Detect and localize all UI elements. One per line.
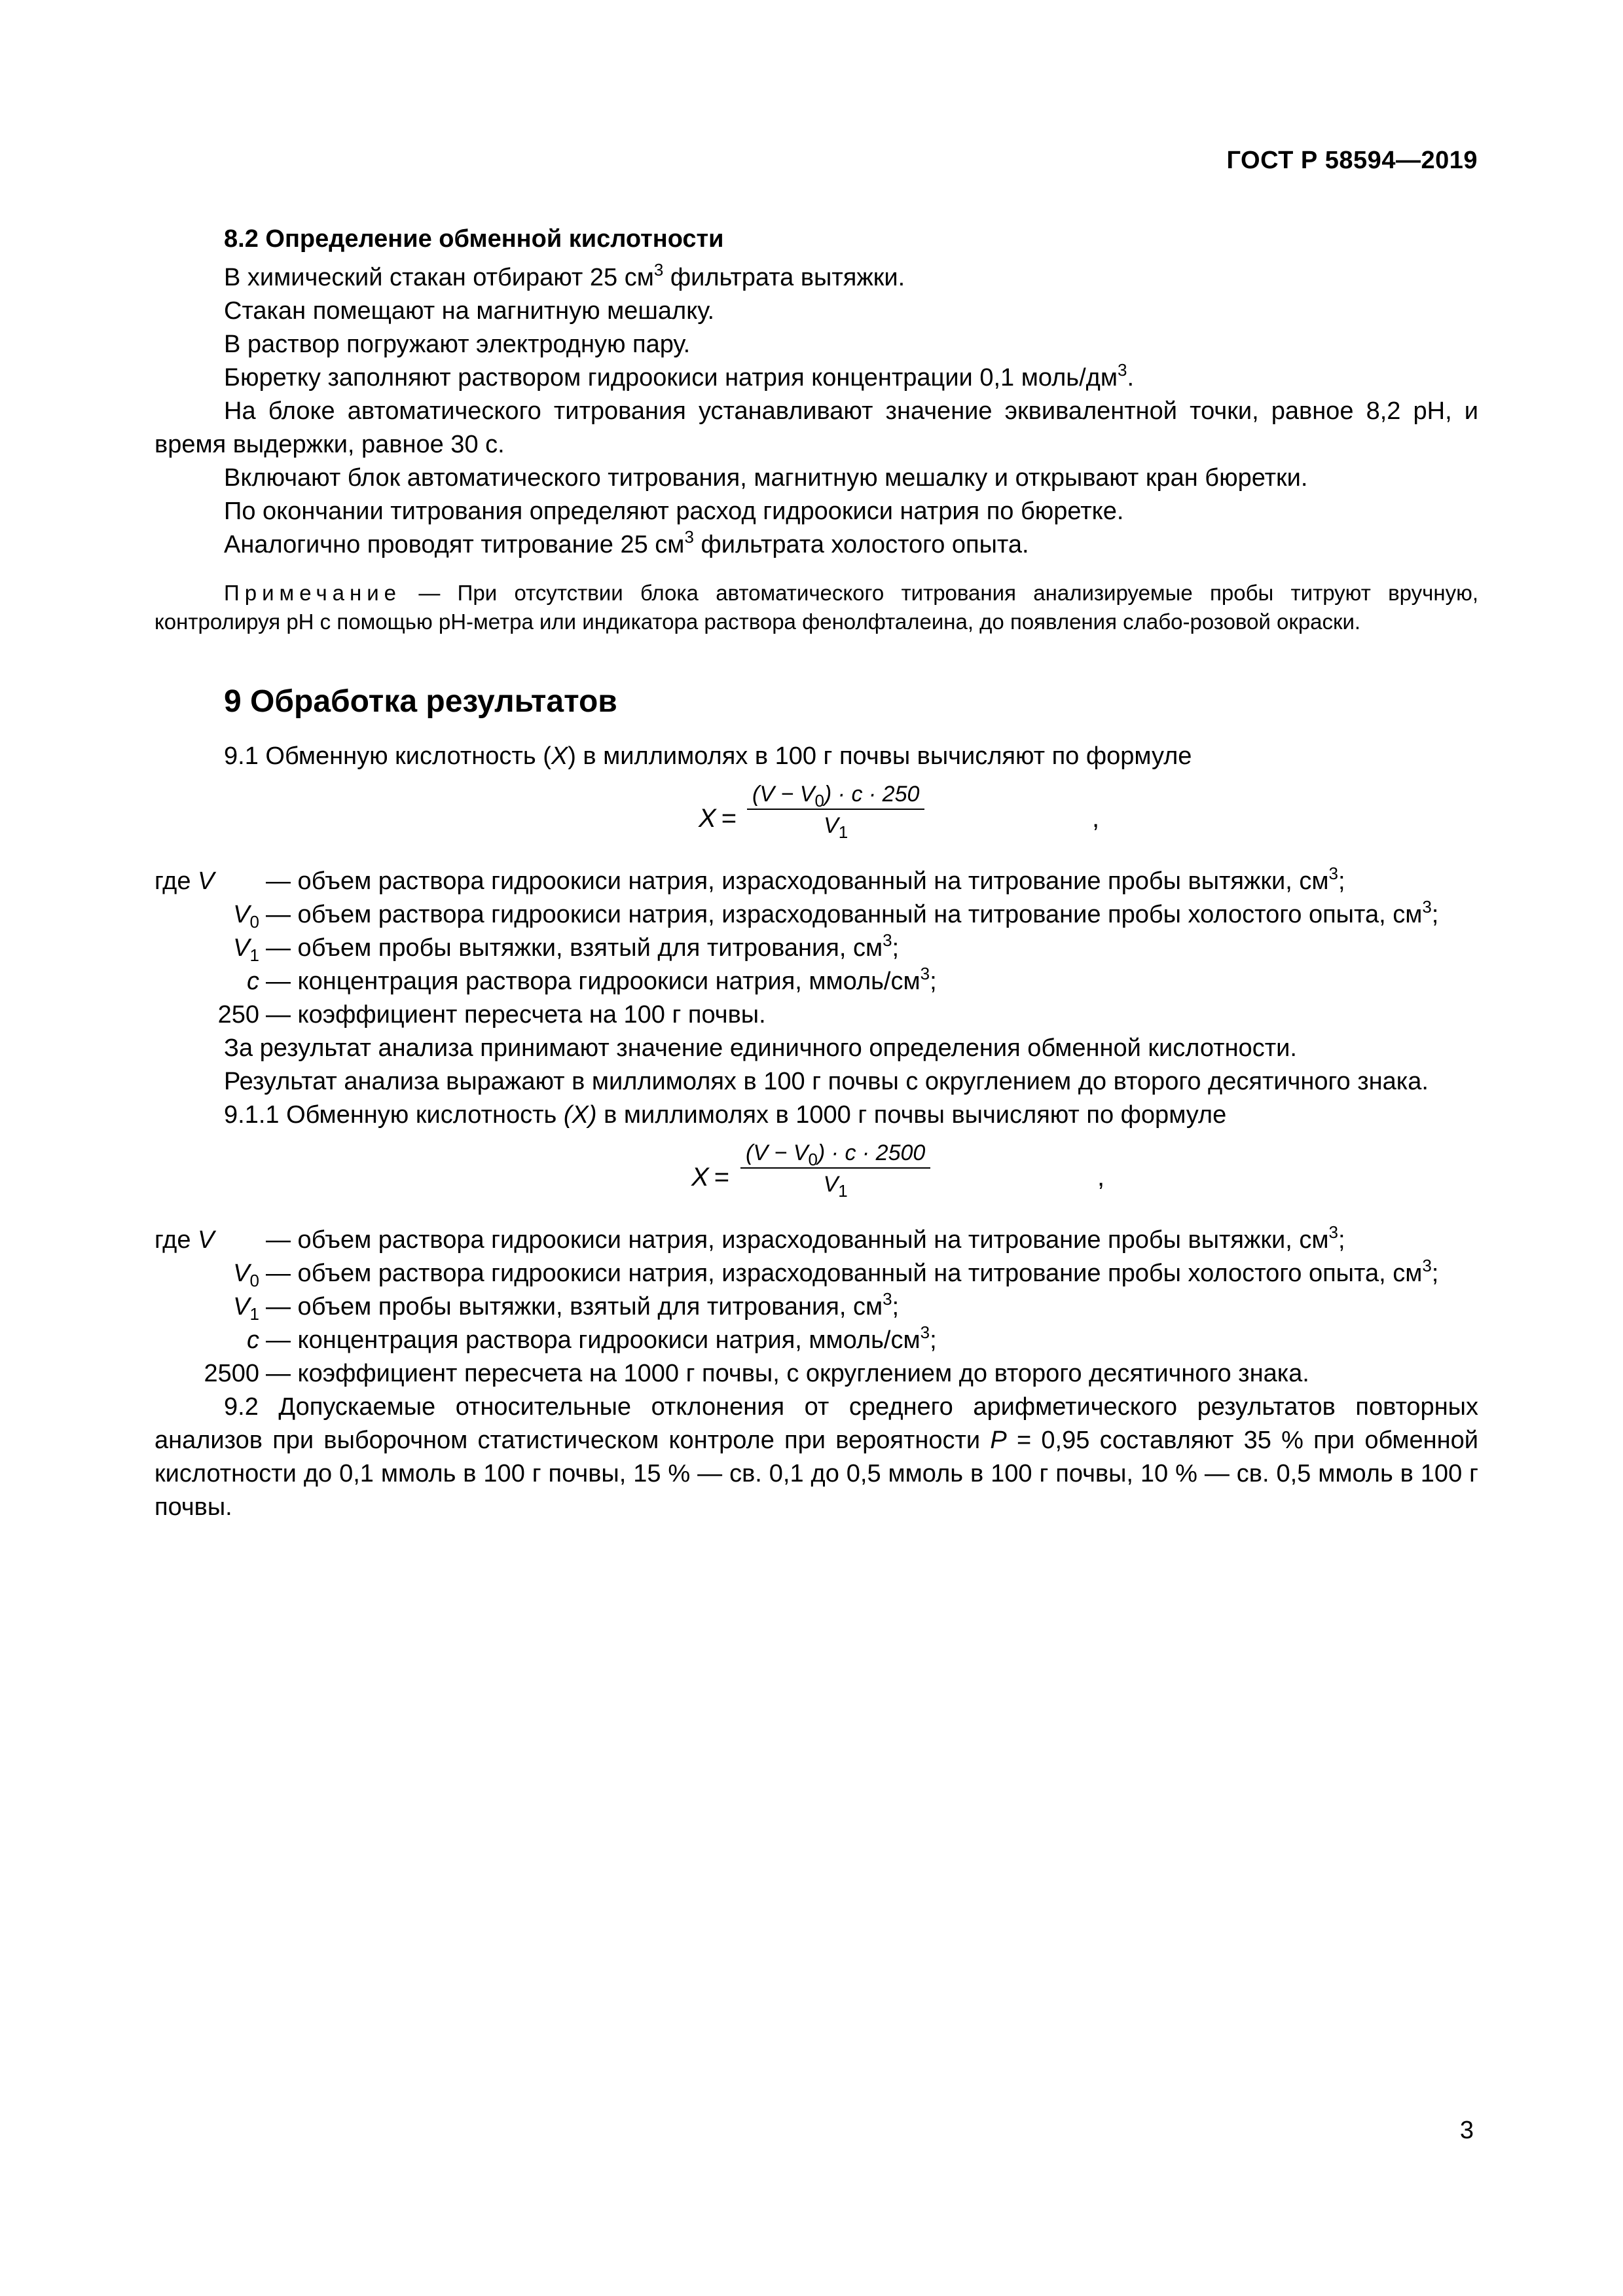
symbol-name: V: [233, 901, 250, 928]
formula-2-lhs: X =: [691, 1163, 730, 1192]
section-8-2-body: [155, 261, 1478, 562]
page-number: 3: [1459, 2117, 1474, 2144]
note-label: Примечание: [224, 581, 402, 605]
body-paragraph: За результат анализа принимают значение единичного определения обменной кислотности.: [224, 1034, 1297, 1062]
definition-description: — коэффициент пересчета на 1000 г почвы, с округлением до второго десятичного знака.: [266, 1360, 1309, 1387]
symbol-subscript: 0: [249, 912, 259, 932]
body-line: [155, 395, 1478, 462]
formula-2: [155, 1139, 1478, 1212]
body-line: [155, 295, 1478, 328]
formula-1-definitions: [155, 865, 1478, 1032]
definition-description: — объем пробы вытяжки, взятый для титрования, см: [266, 934, 883, 962]
definition-text: [259, 898, 1478, 932]
formula-1-numerator: $(V - V_0) \cdot c \cdot 250$: [747, 780, 924, 810]
p92-text-b: = 0,95 составляют 35 % при обменной кислотности до 0,1 ммоль в 100 г почвы, 15 % — св. 0,1 до 0,5 ммоль в 100 г почвы, 10 % — св. 0,5 ммоль в 100 г почвы.: [155, 1427, 1478, 1521]
section-8-2-title: 8.2 Определение обменной кислотности: [224, 225, 724, 253]
definition-prefix: где: [155, 1226, 198, 1254]
document-header: ГОСТ Р 58594—2019: [1226, 147, 1478, 174]
definition-row: [155, 898, 1478, 932]
definition-tail: ;: [892, 1293, 900, 1321]
section-9-1-conclusion: [155, 1032, 1478, 1099]
definition-symbol: [155, 1290, 259, 1324]
line-text: В химический стакан отбирают 25 см: [224, 264, 654, 291]
definition-tail: ;: [1338, 1226, 1345, 1254]
p911-text-a: 9.1.1 Обменную кислотность: [224, 1101, 564, 1129]
page-content: [155, 223, 1478, 1524]
superscript: 3: [883, 1289, 892, 1309]
definition-description: — объем раствора гидроокиси натрия, израсходованный на титрование пробы вытяжки, см: [266, 1226, 1329, 1254]
symbol-name: V: [198, 1226, 215, 1254]
line-text: На блоке автоматического титрования устанавливают значение эквивалентной точки, равное 8,2 pH, и время выдержки, равное 30 с.: [155, 397, 1478, 458]
symbol-name: V: [198, 867, 215, 895]
body-line: [155, 328, 1478, 361]
definition-description: — объем раствора гидроокиси натрия, израсходованный на титрование пробы холостого опыта, см: [266, 901, 1423, 928]
definition-symbol: [155, 1257, 259, 1290]
line-text-tail: фильтрата вытяжки.: [663, 264, 905, 291]
p911-text-b: в миллимолях в 1000 г почвы вычисляют по формуле: [596, 1101, 1227, 1129]
line-text: По окончании титрования определяют расход гидроокиси натрия по бюретке.: [224, 498, 1124, 525]
definition-tail: ;: [892, 934, 900, 962]
line-text-tail: фильтрата холостого опыта.: [693, 531, 1029, 558]
definition-row: [155, 1290, 1478, 1324]
symbol-name: c: [247, 1326, 259, 1354]
section-9-title: 9 Обработка результатов: [224, 684, 617, 719]
symbol-subscript: 1: [249, 945, 259, 965]
definition-tail: ;: [1431, 1260, 1439, 1287]
note: [155, 579, 1478, 636]
definition-symbol: [155, 1324, 259, 1357]
body-line: [155, 361, 1478, 395]
definition-tail: ;: [930, 1326, 937, 1354]
symbol-subscript: 0: [249, 1271, 259, 1290]
formula-2-numerator: $(V - V_0) \cdot c \cdot 2500$: [740, 1139, 930, 1169]
definition-symbol: [155, 898, 259, 932]
formula-1-fraction: [747, 780, 924, 841]
formula-2-fraction: [740, 1139, 930, 1200]
definition-symbol: [155, 1357, 259, 1391]
p91-text-a: 9.1 Обменную кислотность (: [224, 742, 551, 770]
definition-symbol: [155, 932, 259, 965]
symbol-name: c: [247, 968, 259, 995]
definition-description: — объем раствора гидроокиси натрия, израсходованный на титрование пробы вытяжки, см: [266, 867, 1329, 895]
definition-description: — объем пробы вытяжки, взятый для титрования, см: [266, 1293, 883, 1321]
formula-1: [155, 780, 1478, 853]
definition-prefix: где: [155, 867, 198, 895]
definition-description: — коэффициент пересчета на 100 г почвы.: [266, 1001, 766, 1029]
superscript: 3: [920, 1322, 930, 1342]
definition-row: [155, 1257, 1478, 1290]
symbol-name: 250: [217, 1001, 259, 1029]
definition-description: — концентрация раствора гидроокиси натрия, ммоль/см: [266, 968, 921, 995]
note-text: — При отсутствии блока автоматического титрования анализируемые пробы титруют вручную, контролируя pH с помощью pH-метра или индикатора раствора фенолфталеина, до появления слабо-розовой окраски.: [155, 581, 1478, 634]
body-line: [155, 528, 1478, 562]
definition-tail: ;: [1338, 867, 1345, 895]
definition-text: [259, 1290, 1478, 1324]
superscript: 3: [1117, 360, 1127, 380]
superscript: 3: [1328, 1222, 1338, 1242]
line-text-tail: .: [1127, 364, 1134, 392]
formula-2-comma: ,: [1097, 1163, 1105, 1192]
formula-2-denominator: $V_1$: [823, 1172, 848, 1201]
formula-2-definitions: [155, 1224, 1478, 1391]
symbol-subscript: 1: [249, 1304, 259, 1324]
definition-row: [155, 1324, 1478, 1357]
formula-1-comma: ,: [1092, 804, 1100, 833]
definition-row: [155, 1224, 1478, 1257]
body-paragraph: Результат анализа выражают в миллимолях в 100 г почвы с округлением до второго десятичного знака.: [224, 1068, 1429, 1095]
definition-symbol: [155, 1224, 259, 1257]
definition-text: [259, 1357, 1478, 1391]
p911-variable: (X): [563, 1101, 597, 1129]
p91-text-b: ) в миллимолях в 100 г почвы вычисляют по формуле: [568, 742, 1192, 770]
superscript: 3: [684, 527, 694, 547]
definition-row: [155, 865, 1478, 898]
superscript: 3: [920, 964, 930, 983]
definition-row: [155, 965, 1478, 998]
paragraph-9-1: [155, 740, 1478, 773]
definition-text: [259, 865, 1478, 898]
line-text: Включают блок автоматического титрования, магнитную мешалку и открывают кран бюретки.: [224, 464, 1308, 492]
definition-text: [259, 965, 1478, 998]
definition-row: [155, 998, 1478, 1032]
body-line: [155, 495, 1478, 528]
symbol-name: V: [233, 1293, 250, 1321]
definition-description: — объем раствора гидроокиси натрия, израсходованный на титрование пробы холостого опыта, см: [266, 1260, 1423, 1287]
superscript: 3: [883, 930, 892, 950]
definition-text: [259, 1257, 1478, 1290]
definition-tail: ;: [1431, 901, 1439, 928]
definition-text: [259, 998, 1478, 1032]
definition-row: [155, 1357, 1478, 1391]
p92-text-a: 9.2 Допускаемые относительные отклонения от среднего арифметического результатов повторных анализов при выборочном статистическом контроле при вероятности: [155, 1393, 1478, 1454]
definition-symbol: [155, 965, 259, 998]
p92-variable: P: [990, 1427, 1007, 1454]
definition-text: [259, 1324, 1478, 1357]
p91-variable: X: [551, 742, 568, 770]
definition-description: — концентрация раствора гидроокиси натрия, ммоль/см: [266, 1326, 921, 1354]
formula-1-lhs: X =: [699, 804, 737, 833]
line-text: В раствор погружают электродную пару.: [224, 331, 691, 358]
superscript: 3: [1328, 864, 1338, 883]
line-text: Аналогично проводят титрование 25 см: [224, 531, 685, 558]
line-text: Стакан помещают на магнитную мешалку.: [224, 297, 714, 325]
symbol-name: 2500: [204, 1360, 259, 1387]
superscript: 3: [1422, 1256, 1432, 1275]
superscript: 3: [1422, 897, 1432, 917]
body-line: [155, 462, 1478, 495]
definition-symbol: [155, 998, 259, 1032]
definition-symbol: [155, 865, 259, 898]
paragraph-9-1-1: [155, 1099, 1478, 1132]
definition-row: [155, 932, 1478, 965]
symbol-name: V: [233, 1260, 250, 1287]
line-text: Бюретку заполняют раствором гидроокиси натрия концентрации 0,1 моль/дм: [224, 364, 1118, 392]
paragraph-9-2: [155, 1391, 1478, 1524]
definition-tail: ;: [930, 968, 937, 995]
definition-text: [259, 1224, 1478, 1257]
definition-text: [259, 932, 1478, 965]
symbol-name: V: [233, 934, 250, 962]
formula-1-denominator: $V_1$: [824, 813, 848, 842]
superscript: 3: [653, 260, 664, 280]
body-line: [155, 261, 1478, 295]
